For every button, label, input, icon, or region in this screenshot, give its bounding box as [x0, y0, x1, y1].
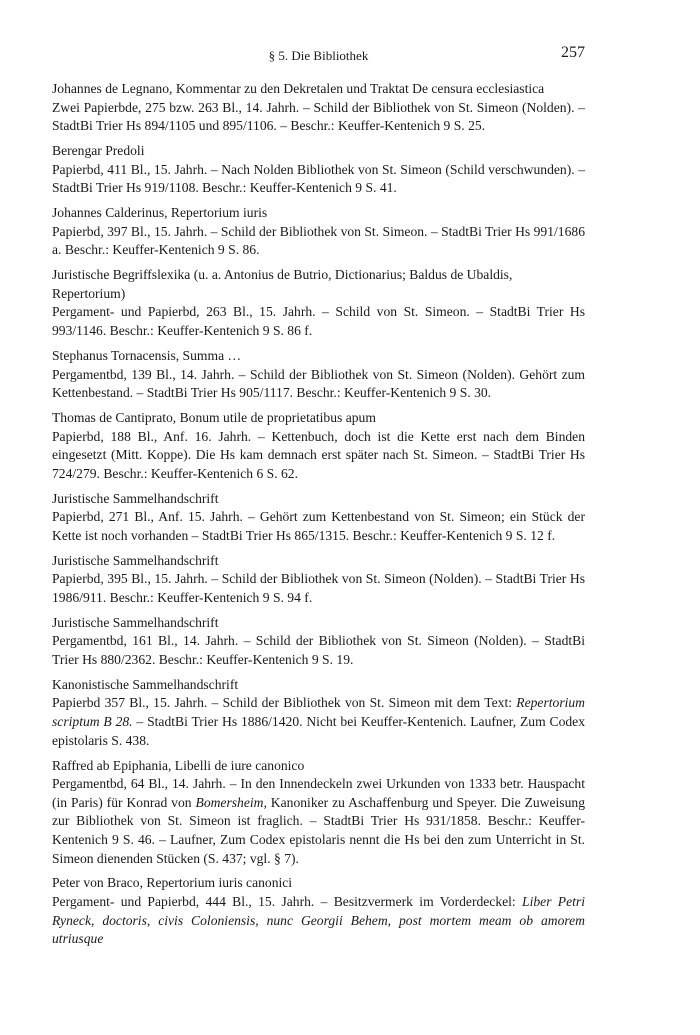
- catalog-entry: [52, 266, 585, 340]
- catalog-entry: [52, 874, 585, 948]
- entry-title: Juristische Sammelhandschrift: [52, 614, 219, 630]
- entry-title: Thomas de Cantiprato, Bonum utile de proprietatibus apum: [52, 409, 376, 425]
- entry-description: Papierbd, 271 Bl., Anf. 15. Jahrh. – Gehört zum Kettenbestand von St. Simeon; ein Stück der Kette ist noch vorhanden – StadtBi Trier Hs 865/1315. Beschr.: Keuffer-Kentenich 9 S. 12 f.: [52, 509, 585, 543]
- entry-italic-text: Repertorium scriptum B 28.: [52, 695, 585, 730]
- entry-text: Pergament- und Papierbd, 444 Bl., 15. Jahrh. – Besitzvermerk im Vorderdeckel:: [52, 894, 523, 910]
- entry-title: Berengar Predoli: [52, 143, 145, 159]
- entry-italic-text: Liber Petri Ryneck, doctoris, civis Coloniensis, nunc Georgii Behem, post mortem meam ob amorem utriusque: [52, 894, 585, 947]
- catalog-entry: [52, 676, 585, 750]
- entry-description: Pergamentbd, 161 Bl., 14. Jahrh. – Schild der Bibliothek von St. Simeon (Nolden). – StadtBi Trier Hs 880/2362. Beschr.: Keuffer-Kentenich 9 S. 19.: [52, 633, 585, 667]
- entry-description: [52, 694, 585, 750]
- entry-description: Papierbd, 397 Bl., 15. Jahrh. – Schild der Bibliothek von St. Simeon. – StadtBi Trier Hs 991/1686 a. Beschr.: Keuffer-Kentenich 9 S. 86.: [52, 223, 585, 258]
- entry-description: [52, 775, 585, 868]
- entry-title: Peter von Braco, Repertorium iuris canonici: [52, 875, 293, 891]
- entry-description: Papierbd, 411 Bl., 15. Jahrh. – Nach Nolden Bibliothek von St. Simeon (Schild verschwunden). – StadtBi Trier Hs 919/1108. Beschr.: Keuffer-Kentenich 9 S. 41.: [52, 161, 585, 196]
- entry-title: Kanonistische Sammelhandschrift: [52, 676, 239, 692]
- running-title: § 5. Die Bibliothek: [268, 48, 369, 63]
- entry-title: Stephanus Tornacensis, Summa …: [52, 347, 242, 363]
- page-number: 257: [561, 44, 585, 61]
- entry-description: Pergament- und Papierbd, 263 Bl., 15. Jahrh. – Schild von St. Simeon. – StadtBi Trier Hs 993/1146. Beschr.: Keuffer-Kentenich 9 S. 86 f.: [52, 304, 585, 339]
- entry-text: Pergamentbd, 64 Bl., 14. Jahrh. – In den Innendeckeln zwei Urkunden von 1333 betr. Hauspacht (in Paris) für Konrad von: [52, 776, 585, 810]
- catalog-entry: [52, 614, 585, 670]
- running-head: [52, 46, 585, 66]
- entry-title: Juristische Sammelhandschrift: [52, 552, 219, 568]
- catalog-entry: [52, 409, 585, 483]
- entry-title: Johannes de Legnano, Kommentar zu den Dekretalen und Traktat De censura ecclesiastica: [52, 81, 545, 96]
- catalog-entry: [52, 757, 585, 869]
- catalog-entry: [52, 142, 585, 198]
- entry-title: Juristische Sammelhandschrift: [52, 490, 219, 506]
- catalog-entry: [52, 552, 585, 608]
- catalog-entries: [52, 80, 585, 955]
- entry-text: – StadtBi Trier Hs 1886/1420. Nicht bei Keuffer-Kentenich. Laufner, Zum Codex epistolaris S. 438.: [52, 714, 585, 748]
- entry-description: [52, 893, 585, 949]
- catalog-entry: [52, 490, 585, 546]
- catalog-entry: [52, 204, 585, 260]
- entry-description: Papierbd, 395 Bl., 15. Jahrh. – Schild der Bibliothek von St. Simeon (Nolden). – StadtBi Trier Hs 1986/911. Beschr.: Keuffer-Kentenich 9 S. 94 f.: [52, 571, 585, 605]
- entry-description: Zwei Papierbde, 275 bzw. 263 Bl., 14. Jahrh. – Schild der Bibliothek von St. Simeon (Nolden). – StadtBi Trier Hs 894/1105 und 895/1106. – Beschr.: Keuffer-Kentenich 9 S. 25.: [52, 99, 585, 134]
- entry-title: Johannes Calderinus, Repertorium iuris: [52, 205, 268, 221]
- entry-description: Papierbd, 188 Bl., Anf. 16. Jahrh. – Kettenbuch, doch ist die Kette erst nach dem Binden eingesetzt (Mitt. Koppe). Die Hs kam demnach erst später nach St. Simeon. – StadtBi Trier Hs 724/279. Beschr.: Keuffer-Kentenich 6 S. 62.: [52, 428, 585, 481]
- entry-title: Raffred ab Epiphania, Libelli de iure canonico: [52, 757, 305, 773]
- catalog-entry: [52, 347, 585, 403]
- entry-title: Juristische Begriffslexika (u. a. Antonius de Butrio, Dictionarius; Baldus de Ubaldis, Repertorium): [52, 267, 513, 301]
- entry-italic-text: Bomersheim,: [195, 794, 267, 810]
- entry-text: Kanoniker zu Aschaffenburg und Speyer. Die Zuweisung zur Bibliothek von St. Simeon ist fraglich. – StadtBi Trier Hs 931/1858. Beschr.: Keuffer-Kentenich 9 S. 46. – Laufner, Zum Codex epistolaris nennt die Hs bei den zum Unterricht in St. Simeon dienenden Stücken (S. 437; vgl. § 7).: [52, 794, 585, 866]
- catalog-entry: [52, 80, 585, 136]
- entry-description: Pergamentbd, 139 Bl., 14. Jahrh. – Schild der Bibliothek von St. Simeon (Nolden). Gehört zum Kettenbestand. – StadtBi Trier Hs 905/1117. Beschr.: Keuffer-Kentenich 9 S. 30.: [52, 366, 585, 401]
- entry-text: Papierbd 357 Bl., 15. Jahrh. – Schild der Bibliothek von St. Simeon mit dem Text:: [52, 695, 517, 711]
